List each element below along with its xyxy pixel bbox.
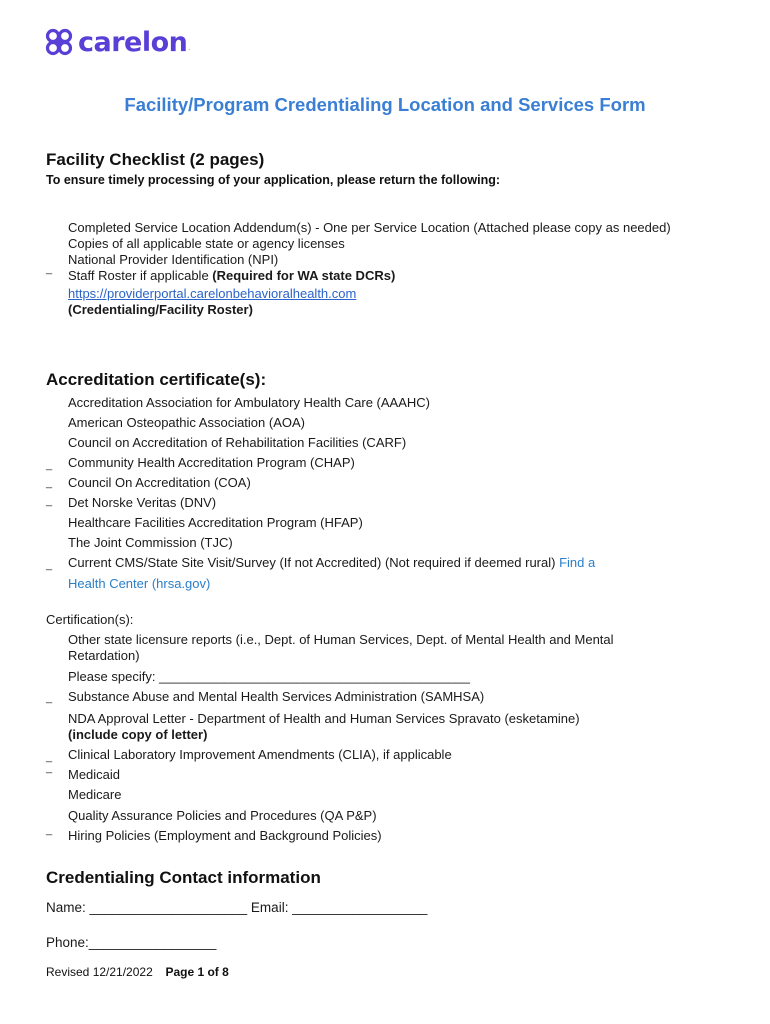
hrsa-link[interactable]: Health Center (hrsa.gov) (68, 576, 211, 591)
cert-qa: Quality Assurance Policies and Procedures (QA P&P) (68, 808, 377, 823)
cert-samhsa: Substance Abuse and Mental Health Services Administration (SAMHSA) (68, 689, 485, 704)
cert-hiring: Hiring Policies (Employment and Background Policies) (68, 828, 382, 843)
checkbox-placeholder[interactable]: _ (46, 762, 53, 774)
footer-page-number: Page 1 of 8 (165, 965, 229, 979)
footer (46, 965, 229, 979)
checkbox-placeholder[interactable]: _ (46, 477, 53, 489)
accreditation-item-coa: Council On Accreditation (COA) (68, 475, 251, 490)
accreditation-item-dnv: Det Norske Veritas (DNV) (68, 495, 217, 510)
checklist-item-addendum: Completed Service Location Addendum(s) - One per Service Location (Attached please copy as needed) (68, 220, 671, 235)
accreditation-item-chap: Community Health Accreditation Program (CHAP) (68, 455, 355, 470)
cert-nda-line2: (include copy of letter) (68, 727, 208, 742)
checkbox-placeholder[interactable]: _ (46, 495, 53, 507)
checklist-item-roster: Staff Roster if applicable (Required for WA state DCRs) (68, 268, 396, 283)
accreditation-heading: Accreditation certificate(s): (46, 370, 267, 389)
provider-portal-link[interactable]: https://providerportal.carelonbehavioralhealth.com (68, 286, 357, 301)
page-title: Facility/Program Credentialing Location and Services Form (124, 94, 646, 115)
footer-revised: Revised 12/21/2022 (46, 965, 153, 979)
contact-phone[interactable]: Phone:_________________ (46, 935, 217, 950)
accreditation-item-tjc: The Joint Commission (TJC) (68, 535, 233, 550)
checklist-item-licenses: Copies of all applicable state or agency licenses (68, 236, 345, 251)
cert-medicaid: Medicaid (68, 767, 121, 782)
checkbox-placeholder[interactable]: _ (46, 263, 53, 275)
brand-name: carelon (78, 26, 188, 58)
roster-note: (Credentialing/Facility Roster) (68, 302, 253, 317)
checkbox-placeholder[interactable]: _ (46, 559, 53, 571)
checkbox-placeholder[interactable]: _ (46, 459, 53, 471)
contact-heading: Credentialing Contact information (46, 868, 321, 887)
cert-other-line1: Other state licensure reports (i.e., Dept. of Human Services, Dept. of Mental Health and Mental (68, 632, 614, 647)
cert-nda-line1: NDA Approval Letter - Department of Health and Human Services Spravato (esketamine) (68, 711, 580, 726)
accreditation-item-aaahc: Accreditation Association for Ambulatory Health Care (AAAHC) (68, 395, 430, 410)
cert-medicare: Medicare (68, 787, 122, 802)
checkbox-placeholder[interactable]: _ (46, 824, 53, 836)
accreditation-item-carf: Council on Accreditation of Rehabilitation Facilities (CARF) (68, 435, 407, 450)
carelon-logo (44, 26, 190, 58)
cert-other-line2: Retardation) (68, 648, 140, 663)
brand-trademark: . (188, 46, 191, 52)
carelon-knot-icon (44, 27, 74, 57)
checklist-item-npi: National Provider Identification (NPI) (68, 252, 279, 267)
accreditation-site-visit: Current CMS/State Site Visit/Survey (If not Accredited) (Not required if deemed rural) Find a (68, 555, 596, 570)
accreditation-item-hfap: Healthcare Facilities Accreditation Program (HFAP) (68, 515, 363, 530)
certifications-label: Certification(s): (46, 612, 134, 627)
accreditation-item-aoa: American Osteopathic Association (AOA) (68, 415, 305, 430)
contact-name-email[interactable]: Name: _____________________ Email: __________________ (46, 900, 428, 915)
cert-please-specify[interactable]: Please specify: ___________________________________________ (68, 669, 470, 684)
checklist-heading: Facility Checklist (2 pages) (46, 150, 265, 169)
checkbox-placeholder[interactable]: _ (46, 692, 53, 704)
cert-clia: Clinical Laboratory Improvement Amendments (CLIA), if applicable (68, 747, 452, 762)
hrsa-link-start[interactable]: Find a (559, 555, 596, 570)
checkbox-placeholder[interactable]: _ (46, 751, 53, 763)
checklist-intro: To ensure timely processing of your application, please return the following: (46, 173, 501, 187)
